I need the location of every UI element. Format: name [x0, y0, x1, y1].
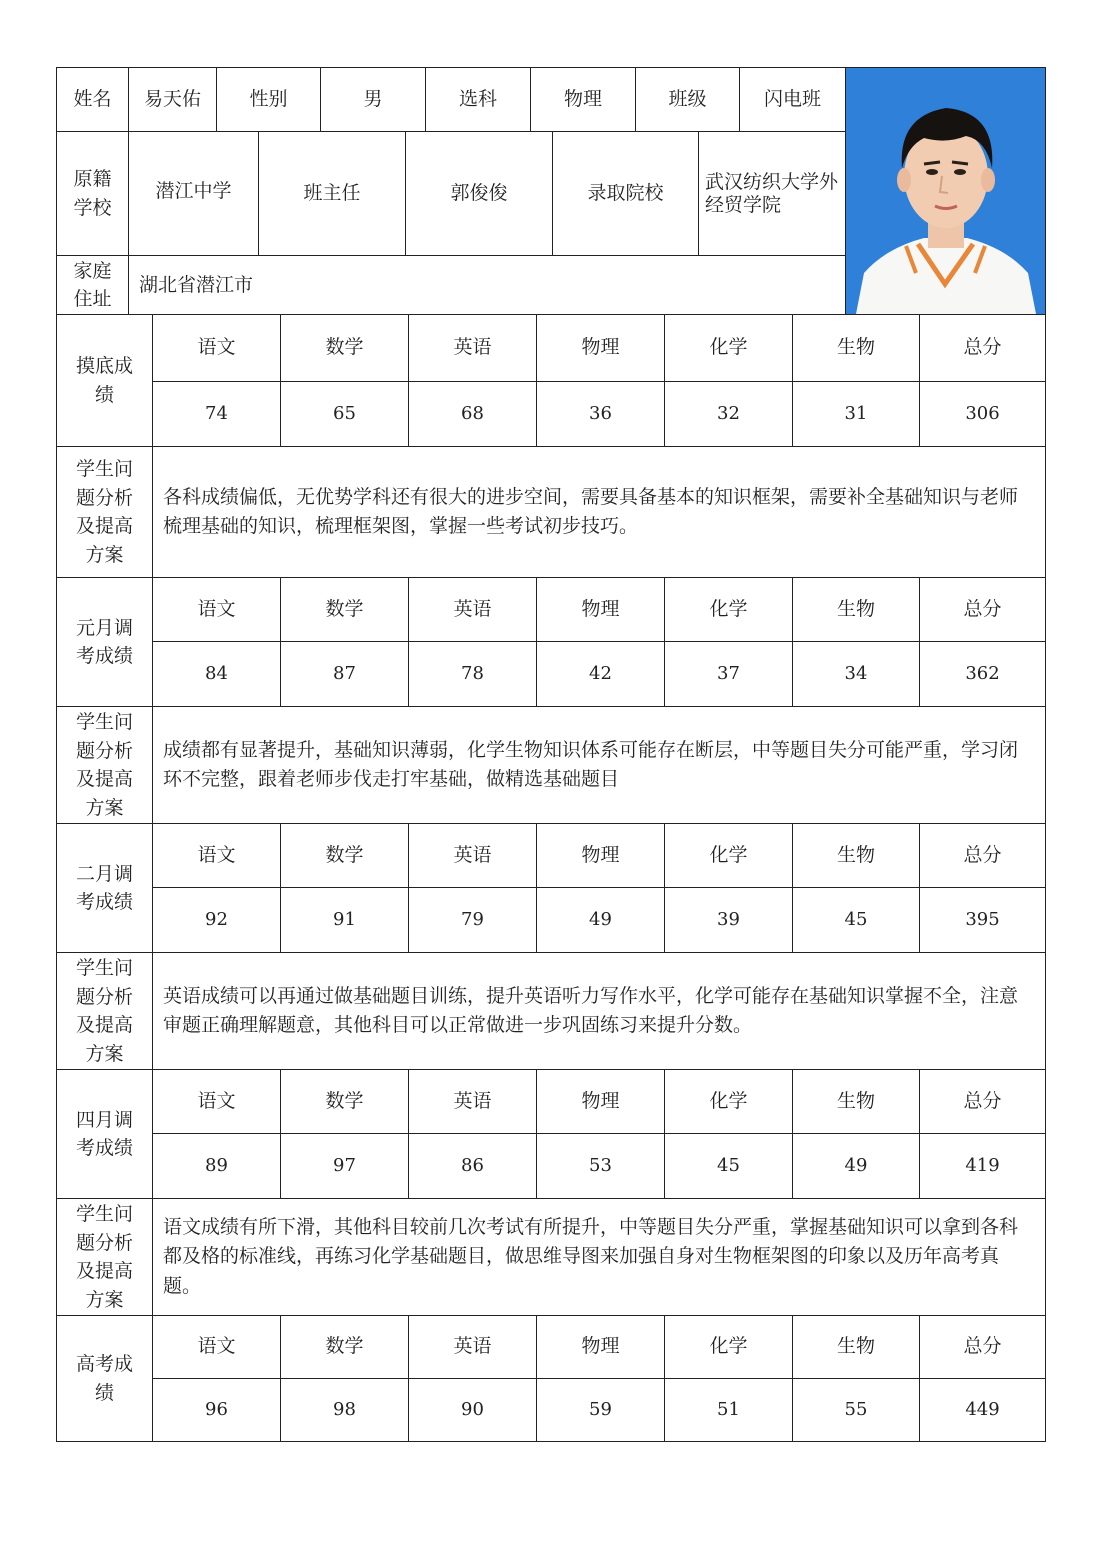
subject-header: 数学 [280, 823, 409, 888]
score-cell: 31 [792, 381, 920, 447]
exam-label-baseline: 摸底成绩 [56, 314, 153, 447]
subject-header: 总分 [919, 577, 1046, 642]
score-cell: 91 [280, 887, 409, 953]
subject-header: 总分 [919, 1069, 1046, 1134]
subject-header: 化学 [664, 823, 793, 888]
analysis-label: 学生问题分析及提高方案 [56, 446, 153, 578]
origin-school-label: 原籍学校 [56, 131, 129, 256]
score-cell: 86 [408, 1133, 537, 1199]
total-score-cell: 362 [919, 641, 1046, 707]
subject-header: 物理 [536, 314, 665, 382]
analysis-label: 学生问题分析及提高方案 [56, 1198, 153, 1316]
subject-header: 生物 [792, 823, 920, 888]
score-cell: 34 [792, 641, 920, 707]
score-cell: 45 [664, 1133, 793, 1199]
subject-header: 数学 [280, 314, 409, 382]
subject-header: 语文 [152, 314, 281, 382]
subject-header: 物理 [536, 823, 665, 888]
subject-header: 总分 [919, 1315, 1046, 1379]
subject-choice-value: 物理 [530, 67, 636, 132]
total-score-cell: 306 [919, 381, 1046, 447]
subject-header: 数学 [280, 1069, 409, 1134]
name-label: 姓名 [56, 67, 129, 132]
score-cell: 37 [664, 641, 793, 707]
score-cell: 98 [280, 1378, 409, 1442]
score-cell: 78 [408, 641, 537, 707]
score-cell: 87 [280, 641, 409, 707]
subject-header: 物理 [536, 1315, 665, 1379]
exam-label-february: 二月调考成绩 [56, 823, 153, 953]
subject-header: 语文 [152, 1069, 281, 1134]
address-label: 家庭住址 [56, 255, 129, 315]
subject-header: 化学 [664, 1315, 793, 1379]
exam-label-gaokao: 高考成绩 [56, 1315, 153, 1442]
score-cell: 89 [152, 1133, 281, 1199]
exam-label-april: 四月调考成绩 [56, 1069, 153, 1199]
subject-header: 生物 [792, 314, 920, 382]
subject-header: 英语 [408, 314, 537, 382]
subject-header: 语文 [152, 1315, 281, 1379]
score-cell: 42 [536, 641, 665, 707]
score-cell: 55 [792, 1378, 920, 1442]
score-cell: 92 [152, 887, 281, 953]
score-cell: 59 [536, 1378, 665, 1442]
score-cell: 36 [536, 381, 665, 447]
class-label: 班级 [635, 67, 740, 132]
exam-label-january: 元月调考成绩 [56, 577, 153, 707]
subject-header: 总分 [919, 314, 1046, 382]
subject-header: 数学 [280, 1315, 409, 1379]
score-cell: 68 [408, 381, 537, 447]
address-value: 湖北省潜江市 [128, 255, 846, 315]
subject-header: 语文 [152, 577, 281, 642]
analysis-text: 各科成绩偏低，无优势学科还有很大的进步空间，需要具备基本的知识框架，需要补全基础知识与老师梳理基础的知识，梳理框架图，掌握一些考试初步技巧。 [152, 446, 1046, 578]
subject-header: 数学 [280, 577, 409, 642]
analysis-label: 学生问题分析及提高方案 [56, 706, 153, 824]
analysis-text: 成绩都有显著提升，基础知识薄弱，化学生物知识体系可能存在断层，中等题目失分可能严重，学习闭环不完整，跟着老师步伐走打牢基础，做精选基础题目 [152, 706, 1046, 824]
total-score-cell: 395 [919, 887, 1046, 953]
subject-header: 化学 [664, 577, 793, 642]
score-cell: 79 [408, 887, 537, 953]
student-name: 易天佑 [128, 67, 217, 132]
analysis-text: 英语成绩可以再通过做基础题目训练，提升英语听力写作水平，化学可能存在基础知识掌握不全，注意审题正确理解题意，其他科目可以正常做进一步巩固练习来提升分数。 [152, 952, 1046, 1070]
score-cell: 32 [664, 381, 793, 447]
score-cell: 65 [280, 381, 409, 447]
total-score-cell: 419 [919, 1133, 1046, 1199]
subject-header: 语文 [152, 823, 281, 888]
subject-header: 化学 [664, 1069, 793, 1134]
subject-header: 英语 [408, 1069, 537, 1134]
subject-header: 生物 [792, 577, 920, 642]
score-cell: 39 [664, 887, 793, 953]
score-cell: 49 [792, 1133, 920, 1199]
total-score-cell: 449 [919, 1378, 1046, 1442]
score-cell: 90 [408, 1378, 537, 1442]
gender-label: 性别 [216, 67, 321, 132]
subject-header: 英语 [408, 1315, 537, 1379]
subject-header: 化学 [664, 314, 793, 382]
score-cell: 96 [152, 1378, 281, 1442]
score-cell: 97 [280, 1133, 409, 1199]
subject-header: 总分 [919, 823, 1046, 888]
subject-header: 物理 [536, 577, 665, 642]
score-cell: 53 [536, 1133, 665, 1199]
head-teacher-value: 郭俊俊 [405, 131, 553, 256]
score-cell: 51 [664, 1378, 793, 1442]
subject-header: 英语 [408, 577, 537, 642]
admitted-school-value: 武汉纺织大学外经贸学院 [698, 131, 846, 256]
origin-school-value: 潜江中学 [128, 131, 259, 256]
student-photo [845, 67, 1046, 315]
admitted-school-label: 录取院校 [552, 131, 699, 256]
score-cell: 74 [152, 381, 281, 447]
gender-value: 男 [320, 67, 426, 132]
subject-header: 英语 [408, 823, 537, 888]
analysis-text: 语文成绩有所下滑，其他科目较前几次考试有所提升，中等题目失分严重，掌握基础知识可以拿到各科都及格的标准线，再练习化学基础题目，做思维导图来加强自身对生物框架图的印象以及历年高考真题。 [152, 1198, 1046, 1316]
subject-header: 生物 [792, 1315, 920, 1379]
score-cell: 49 [536, 887, 665, 953]
head-teacher-label: 班主任 [258, 131, 406, 256]
class-value: 闪电班 [739, 67, 846, 132]
student-portrait-image [846, 68, 1045, 314]
subject-header: 物理 [536, 1069, 665, 1134]
subject-header: 生物 [792, 1069, 920, 1134]
score-cell: 45 [792, 887, 920, 953]
score-cell: 84 [152, 641, 281, 707]
subject-choice-label: 选科 [425, 67, 531, 132]
analysis-label: 学生问题分析及提高方案 [56, 952, 153, 1070]
